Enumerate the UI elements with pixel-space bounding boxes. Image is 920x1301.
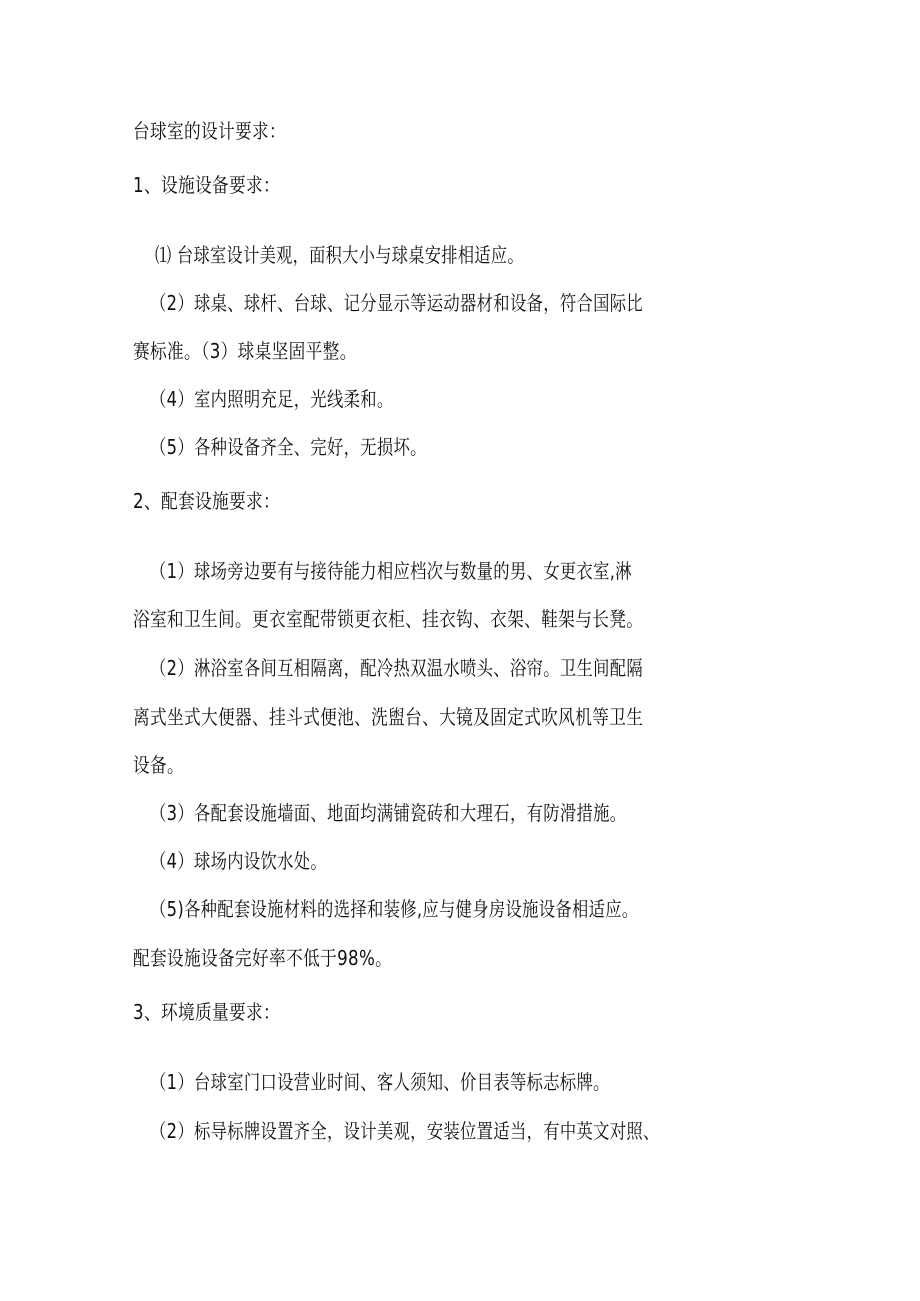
section-2-item-2-line-1: （2）淋浴室各间互相隔离，配冷热双温水喷头、浴帘。卫生间配隔 bbox=[150, 656, 643, 680]
section-heading-2: 2、配套设施要求： bbox=[133, 489, 281, 513]
section-2-item-3: （3）各配套设施墙面、地面均满铺瓷砖和大理石，有防滑措施。 bbox=[150, 801, 627, 825]
section-heading-3: 3、环境质量要求： bbox=[133, 1000, 281, 1024]
section-3-item-1: （1）台球室门口设营业时间、客人须知、价目表等标志标牌。 bbox=[150, 1070, 610, 1094]
section-1-item-2-line-1: （2）球桌、球杆、台球、记分显示等运动器材和设备，符合国际比 bbox=[150, 291, 643, 315]
section-1-item-4: （4）室内照明充足，光线柔和。 bbox=[150, 387, 394, 411]
section-2-item-2-line-2: 离式坐式大便器、挂斗式便池、洗盥台、大镜及固定式吹风机等卫生 bbox=[133, 705, 644, 729]
section-2-item-2-line-3: 设备。 bbox=[133, 753, 185, 777]
section-2-item-1-line-2: 浴室和卫生间。更衣室配带锁更衣柜、挂衣钩、衣架、鞋架与长凳。 bbox=[133, 607, 644, 631]
section-1-item-1: ⑴ 台球室设计美观，面积大小与球桌安排相适应。 bbox=[155, 243, 524, 267]
document-title: 台球室的设计要求： bbox=[133, 119, 287, 143]
section-heading-1: 1、设施设备要求： bbox=[133, 173, 281, 197]
section-1-item-2-line-2: 赛标准。（3）球桌坚固平整。 bbox=[133, 339, 357, 363]
section-3-item-2: （2）标导标牌设置齐全，设计美观，安装位置适当，有中英文对照、 bbox=[150, 1119, 660, 1143]
section-2-item-5-line-2: 配套设施设备完好率不低于98%。 bbox=[133, 946, 393, 970]
section-2-item-5-line-1: （5)各种配套设施材料的选择和装修,应与健身房设施设备相适应。 bbox=[150, 897, 639, 921]
section-2-item-1-line-1: （1）球场旁边要有与接待能力相应档次与数量的男、女更衣室,淋 bbox=[150, 559, 632, 583]
section-2-item-4: （4）球场内设饮水处。 bbox=[150, 849, 328, 873]
section-1-item-5: （5）各种设备齐全、完好，无损坏。 bbox=[150, 435, 427, 459]
